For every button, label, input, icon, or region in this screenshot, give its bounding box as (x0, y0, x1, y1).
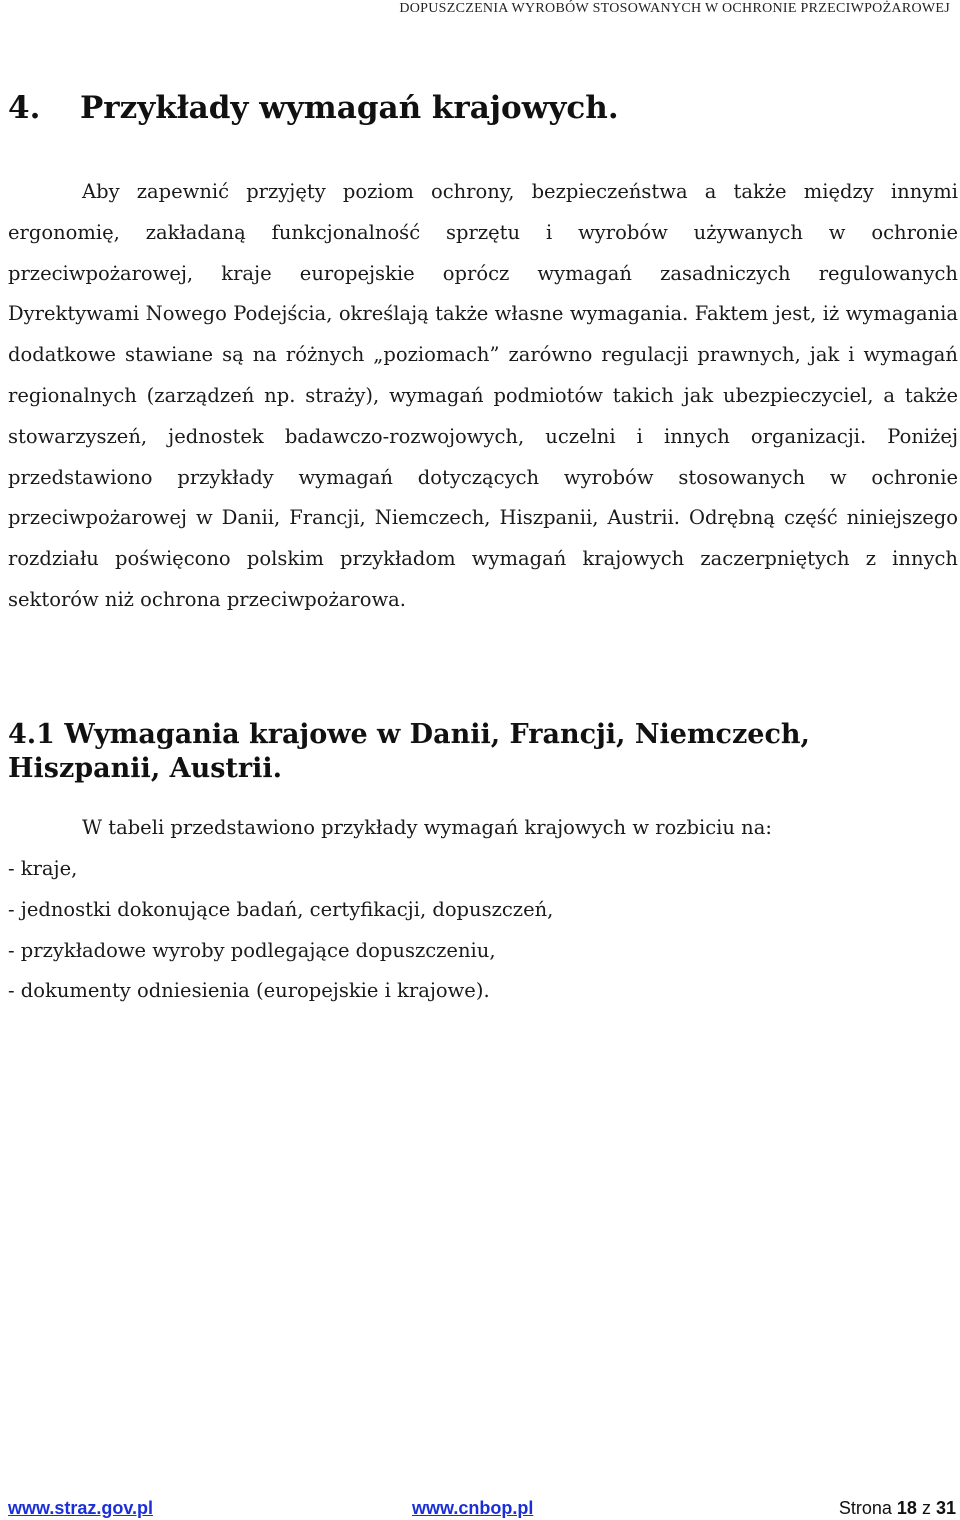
chapter-title-text: Przykłady wymagań krajowych. (80, 90, 619, 126)
cnbop-link[interactable]: www.cnbop.pl (412, 1498, 534, 1518)
page-prefix: Strona (838, 1498, 892, 1518)
list-item: - kraje, (8, 857, 78, 880)
page-total: 31 (935, 1498, 956, 1518)
running-header (0, 0, 960, 18)
section-title: 4.1 Wymagania krajowe w Danii, Francji, Niemczech, Hiszpanii, Austrii. (8, 719, 810, 784)
page-footer (0, 1496, 960, 1520)
running-header-title: DOPUSZCZENIA WYROBÓW STOSOWANYCH W OCHRONIE PRZECIWPOŻAROWEJ (399, 1, 950, 16)
section-intro: W tabeli przedstawiono przykłady wymagań krajowych w rozbiciu na: (82, 816, 772, 839)
body-paragraph: Aby zapewnić przyjęty poziom ochrony, bezpieczeństwa a także między innymi ergonomię, zakładaną funkcjonalność sprzętu i wyrobów używanych w ochronie przeciwpożarowej, kraje europejskie oprócz wymagań zasadniczych regulowanych Dyrektywami Nowego Podejścia, określają także własne wymagania. Faktem jest, iż wymagania dodatkowe stawiane są na różnych „poziomach” zarówno regulacji prawnych, jak i wymagań regionalnych (zarządzeń np. straży), wymagań podmiotów takich jak ubezpieczyciel, a także stowarzyszeń, jednostek badawczo-rozwojowych, uczelni i innych organizacji. Poniżej przedstawiono przykłady wymagań dotyczących wyrobów stosowanych w ochronie przeciwpożarowej w Danii, Francji, Niemczech, Hiszpanii, Austrii. Odrębną część niniejszego rozdziału poświęcono polskim przykładom wymagań krajowych zaczerpniętych z innych sektorów niż ochrona przeciwpożarowa. (8, 180, 958, 611)
page-current: 18 (896, 1498, 917, 1518)
requirements-list (8, 849, 553, 1012)
chapter-number: 4. (8, 90, 41, 126)
page-counter (839, 1496, 956, 1520)
page-separator: z (921, 1498, 931, 1518)
list-item: - przykładowe wyroby podlegające dopuszczeniu, (8, 938, 496, 962)
list-item: - dokumenty odniesienia (europejskie i krajowe). (8, 979, 490, 1003)
straz-link[interactable]: www.straz.gov.pl (8, 1498, 154, 1518)
list-item: - jednostki dokonujące badań, certyfikacji, dopuszczeń, (8, 897, 554, 921)
chapter-title (8, 86, 619, 130)
